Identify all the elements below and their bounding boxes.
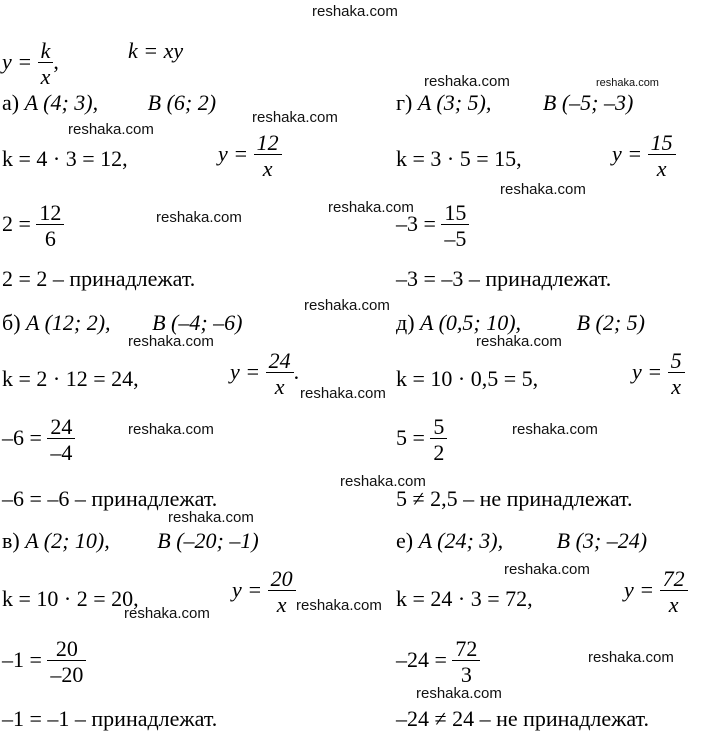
dot: . [293, 359, 300, 385]
denominator: x [40, 64, 51, 89]
watermark: reshaka.com [340, 473, 426, 490]
fraction [430, 416, 447, 464]
point-a: A (12; 2), [26, 310, 111, 335]
numerator: 12 [254, 132, 282, 155]
section-e-function [624, 568, 688, 616]
watermark: reshaka.com [300, 385, 386, 402]
label: г) [396, 90, 413, 115]
y-label: y = [218, 141, 249, 167]
section-v-result: –1 = –1 – принадлежат. [2, 706, 218, 731]
point-b: B (–5; –3) [542, 90, 634, 115]
section-e-result: –24 ≠ 24 – не принадлежат. [396, 706, 649, 731]
watermark: reshaka.com [128, 421, 214, 438]
denominator: x [274, 374, 285, 399]
fraction [268, 568, 296, 616]
lhs: –6 = [2, 425, 42, 451]
watermark: reshaka.com [424, 73, 510, 90]
section-v-check [2, 638, 86, 686]
denominator: x [262, 156, 273, 181]
section-b-title [2, 312, 242, 334]
section-d-title [396, 312, 645, 334]
y-label: y = [612, 141, 643, 167]
fraction [266, 350, 294, 398]
label: а) [2, 90, 20, 115]
denominator: 3 [460, 662, 472, 687]
section-d-line1: k = 10 · 0,5 = 5, [396, 366, 539, 391]
section-a-function [218, 132, 282, 180]
lhs: –3 = [396, 211, 436, 237]
watermark: reshaka.com [476, 333, 562, 350]
denominator: x [276, 592, 287, 617]
section-a-title [2, 92, 216, 114]
lhs: 5 = [396, 425, 425, 451]
section-e-check [396, 638, 480, 686]
numerator: 24 [47, 416, 75, 439]
section-b-result: –6 = –6 – принадлежат. [2, 486, 218, 511]
section-a-result: 2 = 2 – принадлежат. [2, 266, 196, 291]
watermark: reshaka.com [588, 649, 674, 666]
y-label: y = [624, 577, 655, 603]
numerator: k [38, 40, 54, 63]
lhs: –24 = [396, 647, 447, 673]
section-b-line1: k = 2 · 12 = 24, [2, 366, 139, 391]
point-a: A (2; 10), [25, 528, 110, 553]
fraction [452, 638, 480, 686]
numerator: 20 [268, 568, 296, 591]
numerator: 5 [668, 350, 685, 373]
denominator: 2 [433, 440, 445, 465]
point-a: A (24; 3), [418, 528, 504, 553]
point-a: A (4; 3), [24, 90, 99, 115]
section-v-line1: k = 10 · 2 = 20, [2, 586, 139, 611]
denominator: x [668, 592, 679, 617]
y-label: y = [632, 359, 663, 385]
watermark: reshaka.com [252, 109, 338, 126]
fraction [47, 416, 75, 464]
watermark: reshaka.com [512, 421, 598, 438]
watermark: reshaka.com [156, 209, 242, 226]
numerator: 15 [648, 132, 676, 155]
denominator: –4 [50, 440, 73, 465]
section-v-title [2, 530, 259, 552]
numerator: 12 [36, 202, 64, 225]
formula-k: k = xy [128, 38, 184, 63]
denominator: –20 [50, 662, 84, 687]
lhs: –1 = [2, 647, 42, 673]
fraction [660, 568, 688, 616]
y-label: y = [230, 359, 261, 385]
fraction [36, 202, 64, 250]
watermark: reshaka.com [500, 181, 586, 198]
denominator: x [671, 374, 681, 399]
y-label: y = [232, 577, 263, 603]
section-d-check [396, 416, 447, 464]
fraction [441, 202, 469, 250]
section-g-function [612, 132, 676, 180]
watermark: reshaka.com [168, 509, 254, 526]
section-g-title [396, 92, 633, 114]
numerator: 20 [47, 638, 86, 661]
point-b: B (–20; –1) [157, 528, 259, 553]
fraction [668, 350, 685, 398]
fraction [38, 40, 54, 88]
section-v-function [232, 568, 296, 616]
watermark: reshaka.com [68, 121, 154, 138]
section-e-title [396, 530, 647, 552]
watermark: reshaka.com [312, 3, 398, 20]
watermark: reshaka.com [304, 297, 390, 314]
section-a-check [2, 202, 64, 250]
watermark: reshaka.com [128, 333, 214, 350]
fraction [254, 132, 282, 180]
watermark: reshaka.com [296, 597, 382, 614]
point-a: A (0,5; 10), [420, 310, 522, 335]
denominator: x [656, 156, 667, 181]
point-b: B (–4; –6) [152, 310, 243, 335]
section-d-function [632, 350, 685, 398]
section-d-result: 5 ≠ 2,5 – не принадлежат. [396, 486, 633, 511]
fraction [648, 132, 676, 180]
label: е) [396, 528, 414, 553]
watermark: reshaka.com [504, 561, 590, 578]
section-b-function [230, 350, 299, 398]
denominator: –5 [444, 226, 467, 251]
point-b: B (2; 5) [576, 310, 645, 335]
numerator: 15 [441, 202, 469, 225]
fraction [47, 638, 86, 686]
section-e-line1: k = 24 · 3 = 72, [396, 586, 533, 611]
numerator: 5 [430, 416, 447, 439]
point-a: A (3; 5), [417, 90, 492, 115]
point-b: B (3; –24) [556, 528, 648, 553]
watermark: reshaka.com [416, 685, 502, 702]
formula-lhs: y = [2, 49, 33, 75]
watermark: reshaka.com [124, 605, 210, 622]
section-a-line1: k = 4 · 3 = 12, [2, 146, 128, 171]
formula-hyperbola [2, 40, 59, 88]
point-b: B (6; 2) [147, 90, 217, 115]
numerator: 24 [266, 350, 294, 373]
section-b-check [2, 416, 75, 464]
label: в) [2, 528, 20, 553]
section-g-result: –3 = –3 – принадлежат. [396, 266, 612, 291]
section-g-line1: k = 3 · 5 = 15, [396, 146, 522, 171]
watermark: reshaka.com [328, 199, 414, 216]
label: д) [396, 310, 415, 335]
comma: , [53, 49, 59, 75]
watermark: reshaka.com [596, 77, 659, 89]
numerator: 72 [452, 638, 480, 661]
numerator: 72 [660, 568, 688, 591]
label: б) [2, 310, 21, 335]
denominator: 6 [44, 226, 56, 251]
lhs: 2 = [2, 211, 31, 237]
